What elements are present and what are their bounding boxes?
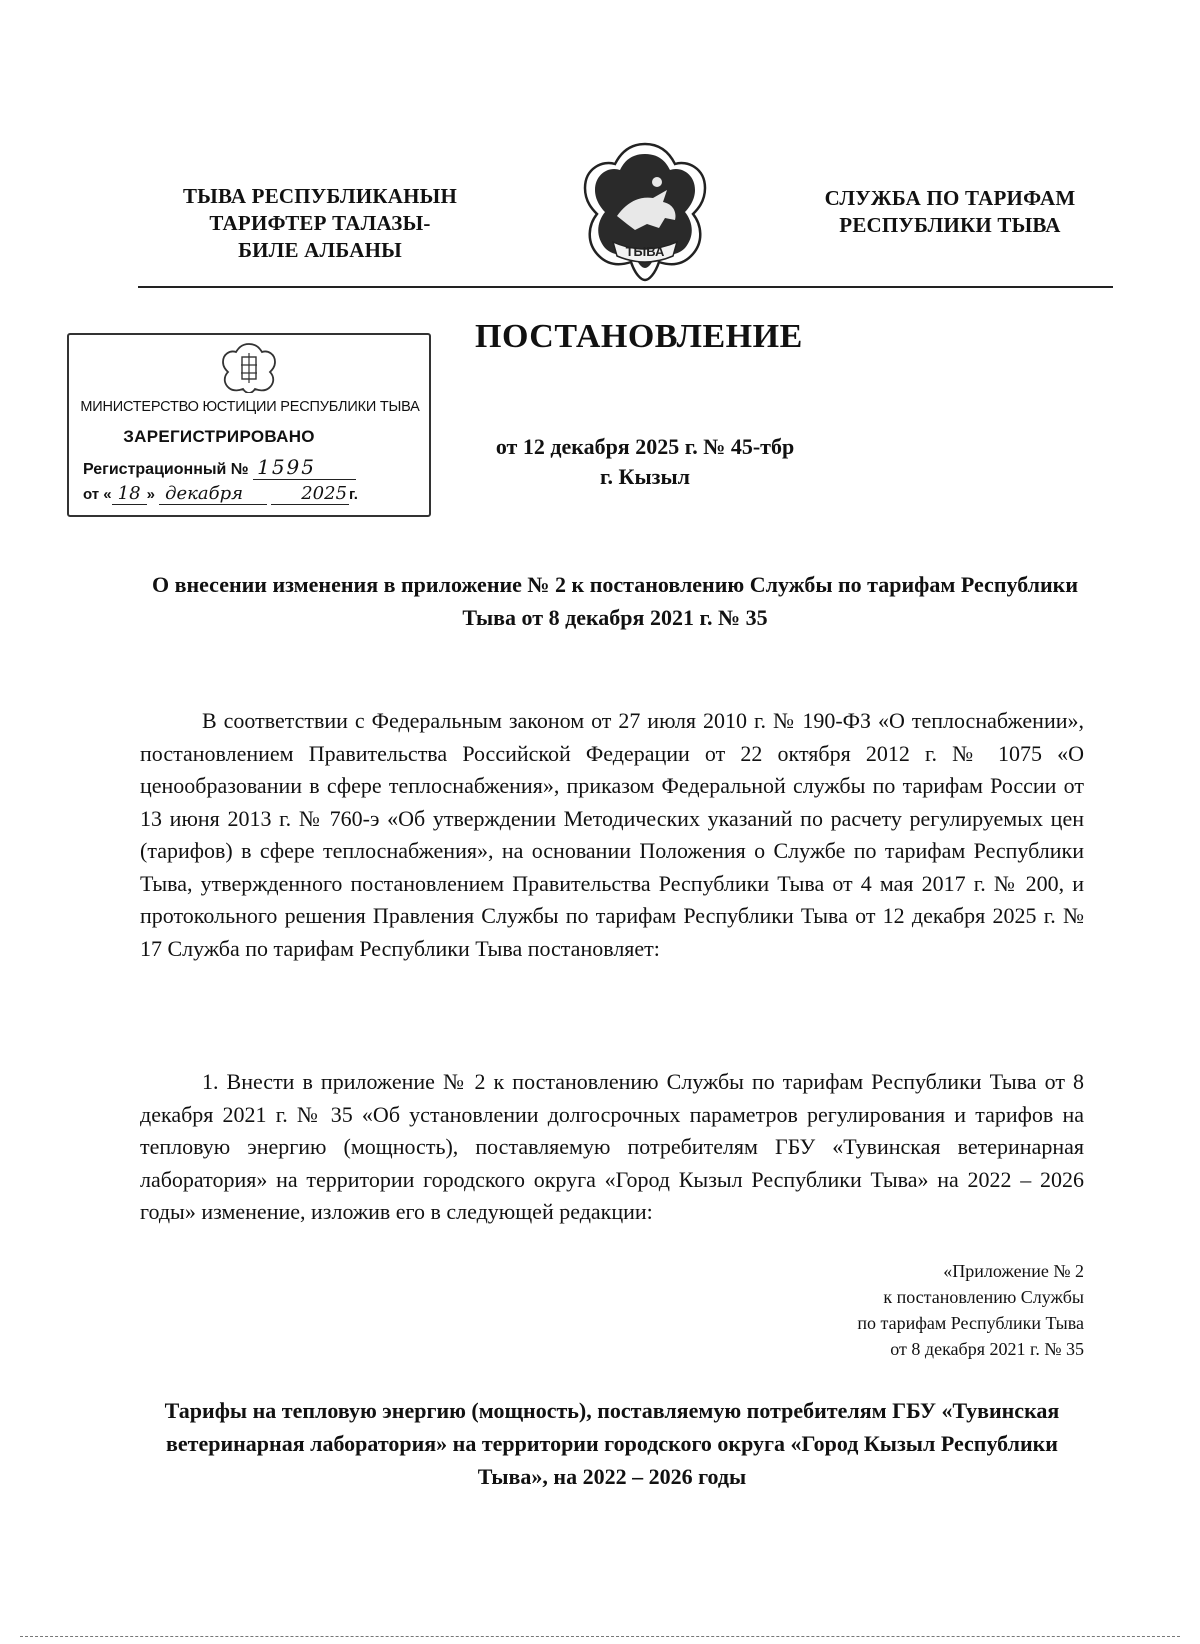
tariff-table-title: Тарифы на тепловую энергию (мощность), поставляемую потребителям ГБУ «Тувинская ветеринарная лаборатория» на территории городского округа «Город Кызыл Республики Тыва», на 2022 – 2026 годы	[164, 1398, 1060, 1489]
stamp-ministry: МИНИСТЕРСТВО ЮСТИЦИИ РЕСПУБЛИКИ ТЫВА	[80, 399, 420, 415]
header-right-agency	[790, 185, 1110, 239]
document-date-block	[440, 432, 850, 492]
document-date-number: от 12 декабря 2025 г. № 45-тбр	[495, 434, 795, 459]
header-left-agency	[150, 183, 490, 264]
stamp-date-month: декабря	[159, 483, 267, 505]
header-right-line: СЛУЖБА ПО ТАРИФАМ	[824, 186, 1076, 210]
appendix-line: «Приложение № 2	[943, 1261, 1084, 1281]
emblem-icon	[575, 138, 715, 286]
stamp-date	[83, 483, 358, 504]
emblem-label: ТЫВА	[625, 244, 665, 259]
stamp-date-prefix: от «	[83, 486, 112, 503]
body-paragraph-preamble: В соответствии с Федеральным законом от 27 июля 2010 г. № 190-ФЗ «О теплоснабжении», постановлением Правительства Российской Федерации от 22 октября 2012 г. № 1075 «О ценообразовании в сфере теплоснабжения», приказом Федеральной службы по тарифам России от 13 июня 2013 г. № 760-э «Об утверждении Методических указаний по расчету регулируемых цен (тарифов) в сфере теплоснабжения», на основании Положения о Службе по тарифам Республики Тыва, утвержденного постановлением Правительства Республики Тыва от 4 мая 2017 г. № 200, и протокольного решения Правления Службы по тарифам Республики Тыва от 12 декабря 2025 г. № 17 Служба по тарифам Республики Тыва постановляет:	[140, 708, 1084, 961]
registration-stamp	[67, 333, 431, 517]
appendix-line: по тарифам Республики Тыва	[857, 1313, 1084, 1333]
header-divider	[138, 286, 1113, 288]
header-right-line: РЕСПУБЛИКИ ТЫВА	[839, 213, 1061, 237]
tuva-emblem	[575, 138, 715, 286]
appendix-line: к постановлению Службы	[883, 1287, 1084, 1307]
header-left-line: ТЫВА РЕСПУБЛИКАНЫН	[182, 184, 458, 208]
stamp-date-day: 18	[112, 483, 147, 505]
appendix-line: от 8 декабря 2021 г. № 35	[890, 1339, 1084, 1359]
page-bottom-edge	[20, 1636, 1180, 1637]
header-left-line: ТАРИФТЕР ТАЛАЗЫ-	[209, 211, 431, 235]
stamp-emblem-icon	[219, 341, 279, 393]
document-city: г. Кызыл	[600, 464, 690, 489]
header-left-line: БИЛЕ АЛБАНЫ	[238, 238, 402, 262]
stamp-registered: ЗАРЕГИСТРИРОВАНО	[123, 427, 315, 446]
stamp-registration-number	[83, 455, 356, 479]
stamp-date-mid: »	[146, 486, 155, 503]
document-title: ПОСТАНОВЛЕНИЕ	[475, 318, 803, 355]
appendix-reference	[760, 1258, 1084, 1362]
stamp-date-year: 2025	[271, 483, 349, 505]
body-paragraph-item-1: 1. Внести в приложение № 2 к постановлению Службы по тарифам Республики Тыва от 8 декабря 2021 г. № 35 «Об установлении долгосрочных параметров регулирования и тарифов на тепловую энергию (мощность), поставляемую потребителям ГБУ «Тувинская ветеринарная лаборатория» на территории городского округа «Город Кызыл Республики Тыва» на 2022 – 2026 годы» изменение, изложив его в следующей редакции:	[140, 1069, 1084, 1224]
stamp-reg-label: Регистрационный №	[83, 461, 249, 478]
stamp-date-suffix: г.	[349, 486, 358, 503]
stamp-reg-number: 1595	[253, 455, 356, 480]
document-subject: О внесении изменения в приложение № 2 к постановлению Службы по тарифам Республики Тыва от 8 декабря 2021 г. № 35	[151, 572, 1079, 630]
